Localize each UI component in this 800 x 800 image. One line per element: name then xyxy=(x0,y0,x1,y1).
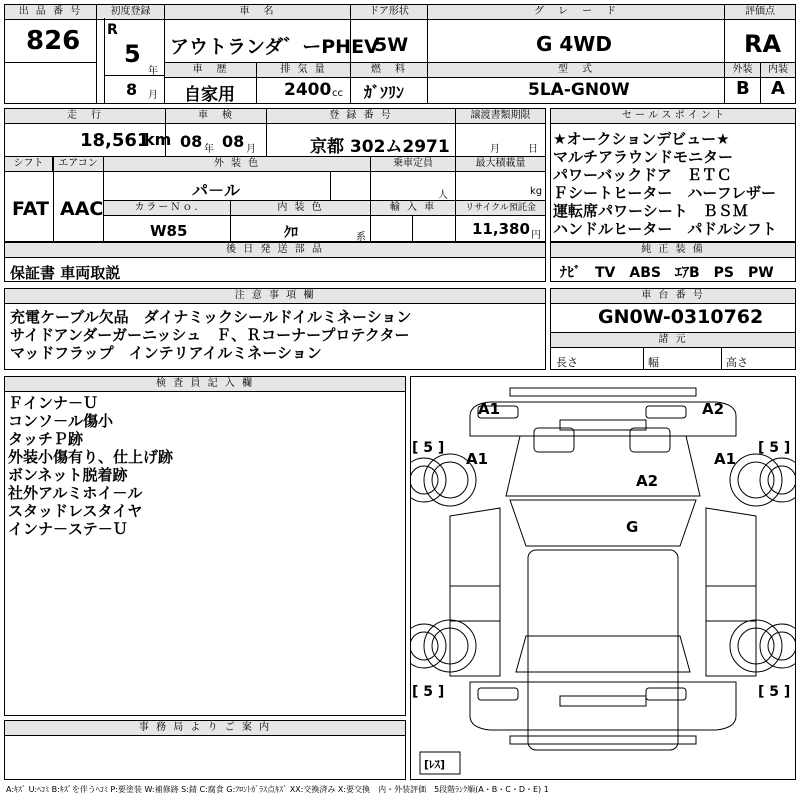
damage-mark-3: A1 xyxy=(466,450,489,468)
capacity-label: 乗車定員 xyxy=(371,157,455,172)
score-label: 評価点 xyxy=(725,5,795,20)
load-label: 最大積載量 xyxy=(456,157,545,172)
note-line: マッドフラップ インテリアイルミネーション xyxy=(10,344,322,362)
exterior-label: 外装 xyxy=(725,63,760,78)
reg-year: 5 xyxy=(124,40,141,68)
int-color-value: ｸﾛ xyxy=(284,225,298,241)
inspector-list xyxy=(8,394,173,538)
office-label: 事 務 局 よ り ご 案 内 xyxy=(5,721,405,736)
history-value: 自家用 xyxy=(184,85,235,105)
note-line: 充電ケーブル欠品 ダイナミックシールドイルミネーション xyxy=(10,308,412,326)
tire-mark-fl: [ 5 ] xyxy=(412,440,445,456)
sales-point-item: パワーバックドア ＥＴＣ xyxy=(553,166,732,184)
recycle-unit: 円 xyxy=(531,230,541,241)
reg-month: 8 xyxy=(126,80,138,99)
sales-point-item: 運転席パワーシート ＢＳＭ xyxy=(553,202,748,220)
tire-mark-rr: [ 5 ] xyxy=(758,684,791,700)
displacement-unit: cc xyxy=(332,88,343,99)
type-value: 5LA-GN0W xyxy=(528,80,630,100)
plate-value: 京都 302ム2971 xyxy=(310,137,450,157)
transfer-label: 譲渡書類期限 xyxy=(456,109,545,124)
dims-label: 諸 元 xyxy=(551,332,795,348)
int-color-unit: 系 xyxy=(356,232,366,243)
later-label: 後 日 発 送 部 品 xyxy=(5,243,545,258)
displacement-label: 排 気 量 xyxy=(257,63,350,78)
sales-point-item: ハンドルヒーター パドルシフト xyxy=(553,220,777,238)
sales-label: セ ー ル ス ポ イ ン ト xyxy=(551,109,795,124)
recycle-label: リサイクル預託金 xyxy=(456,201,545,216)
inspector-line: インナ－ステ－Ｕ xyxy=(8,520,128,538)
sales-points-list xyxy=(553,130,777,238)
inspector-line: コンソ－ル傷小 xyxy=(8,412,114,430)
vehicle-info-block xyxy=(4,108,546,242)
car-diagram xyxy=(410,376,796,780)
mileage-value: 18,561 xyxy=(80,130,150,151)
inspection-year: 08 xyxy=(180,132,203,151)
legend-text: A:ｷｽﾞ U:ﾍｺﾐ B:ｷｽﾞを伴うﾍｺﾐ P:要塗装 W:補修跡 S:錆 C:腐食 G:ﾌﾛﾝﾄｶﾞﾗｽ点ｷｽﾞ XX:交換済み X:要交換 内・外装評価 5段階ﾗﾝｸ順(A・B・C・D・E) 1 xyxy=(6,785,549,794)
mileage-unit: km xyxy=(144,130,172,149)
inspection-month-unit: 月 xyxy=(246,144,256,155)
displacement-value: 2400 xyxy=(284,80,332,100)
damage-mark-5: A2 xyxy=(636,472,659,490)
inspector-line: スタッドレスタイヤ xyxy=(8,502,143,520)
height-label: 高さ xyxy=(726,356,748,369)
capacity-unit: 人 xyxy=(438,190,448,201)
plate-label: 登 録 番 号 xyxy=(267,109,455,124)
inspector-line: タッチＰ跡 xyxy=(8,430,84,448)
lot-label: 出 品 番 号 xyxy=(5,5,96,20)
later-value: 保証書 車両取説 xyxy=(10,264,121,282)
damage-mark-2: A2 xyxy=(702,400,725,418)
grade-label: グ レ ー ド xyxy=(428,5,724,20)
doors-label: ドア形状 xyxy=(351,5,427,20)
chassis-label: 車 台 番 号 xyxy=(551,289,795,304)
inspector-line: 社外アルミホイ－ル xyxy=(8,484,143,502)
color-no-label: カラーＮｏ. xyxy=(104,201,230,216)
chassis-value: GN0W-0310762 xyxy=(598,306,764,328)
recycle-value: 11,380 xyxy=(472,220,530,238)
shift-value: FAT xyxy=(12,198,49,220)
score-value: RA xyxy=(744,30,782,58)
inspector-label: 検 査 員 記 入 欄 xyxy=(5,377,405,392)
doors-value: 5W xyxy=(374,34,409,56)
lot-number: 826 xyxy=(26,26,81,56)
inspection-month: 08 xyxy=(222,132,245,151)
fuel-value: ｶﾞｿﾘﾝ xyxy=(364,83,405,102)
equip-label: 純 正 装 備 xyxy=(551,243,795,258)
tire-mark-rl: [ 5 ] xyxy=(412,684,445,700)
inspector-line: ボンネット脱着跡 xyxy=(8,466,128,484)
inspection-label: 車 検 xyxy=(166,109,266,124)
model-label: 車 名 xyxy=(165,5,350,20)
exterior-grade: B xyxy=(736,78,750,99)
sales-point-item: マルチアラウンドモニター xyxy=(553,148,734,166)
inspector-line: 外装小傷有り、仕上げ跡 xyxy=(8,448,174,466)
mileage-label: 走 行 xyxy=(5,109,165,124)
model-name: アウトランダ゛ーPHEV xyxy=(170,36,379,58)
tire-mark-fr: [ 5 ] xyxy=(758,440,791,456)
year-unit: 年 xyxy=(148,66,158,77)
equip-value: ﾅﾋﾞ TV ABS ｴｱB PS PW xyxy=(560,265,774,281)
inspection-year-unit: 年 xyxy=(204,144,214,155)
notes-list xyxy=(10,308,411,362)
fuel-label: 燃 料 xyxy=(351,63,427,78)
first-reg-label: 初度登録 xyxy=(97,5,164,20)
damage-mark-1: A1 xyxy=(478,400,501,418)
length-label: 長さ xyxy=(556,356,578,369)
history-label: 車 歴 xyxy=(165,63,256,78)
ac-label: エアコン xyxy=(53,157,103,172)
damage-mark-6: G xyxy=(626,518,639,536)
color-no-value: W85 xyxy=(150,222,188,240)
month-unit: 月 xyxy=(148,90,158,101)
inspector-line: Ｆインナ－Ｕ xyxy=(8,394,99,412)
grade-value: G 4WD xyxy=(536,32,612,56)
color-label: 外 装 色 xyxy=(104,157,370,172)
sales-point-item: ★オークションデビュー★ xyxy=(553,130,730,148)
width-label: 幅 xyxy=(648,356,659,369)
spare-mark: [ﾚｽ] xyxy=(424,758,446,771)
interior-label: 内装 xyxy=(761,63,795,78)
color-value: パ－ル xyxy=(192,181,241,200)
transfer-day-unit: 日 xyxy=(528,144,538,155)
shift-label: シフト xyxy=(5,157,53,172)
transfer-month-unit: 月 xyxy=(490,144,500,155)
load-unit: kg xyxy=(530,186,543,197)
interior-grade: A xyxy=(771,78,785,99)
notes-label: 注 意 事 項 欄 xyxy=(5,289,545,304)
ac-value: AAC xyxy=(60,198,104,220)
sales-point-item: Ｆシートヒーター ハーフレザー xyxy=(553,184,777,202)
int-color-label: 内 装 色 xyxy=(231,201,370,216)
era-mark: R xyxy=(107,22,118,38)
note-line: サイドアンダーガーニッシュ Ｆ、Ｒコーナープロテクター xyxy=(10,326,410,344)
import-label: 輸 入 車 xyxy=(371,201,455,216)
damage-mark-4: A1 xyxy=(714,450,737,468)
type-label: 型 式 xyxy=(428,63,724,78)
